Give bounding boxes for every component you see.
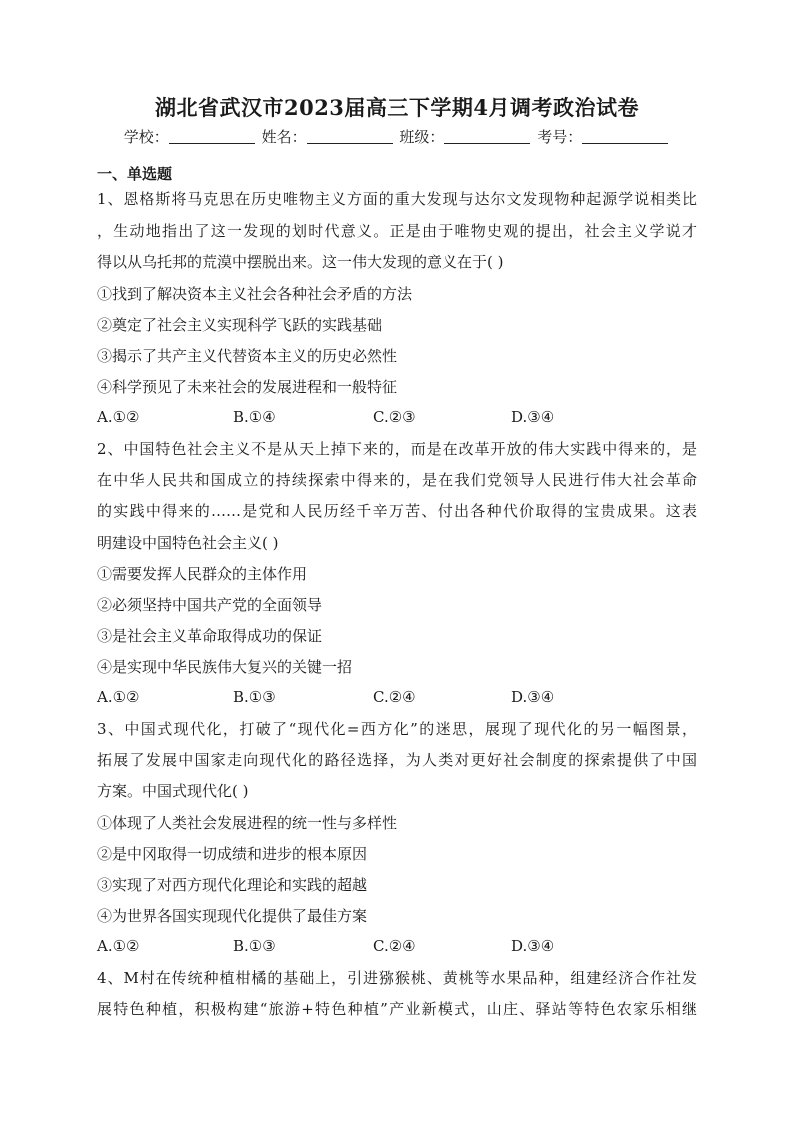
option-d[interactable]: D.③④ — [511, 408, 555, 426]
question-1-item-1: ①找到了解决资本主义社会各种社会矛盾的方法 — [97, 285, 413, 303]
name-blank[interactable] — [307, 128, 393, 144]
option-b[interactable]: B.①④ — [233, 408, 276, 426]
option-b[interactable]: B.①③ — [233, 937, 276, 955]
option-a[interactable]: A.①② — [97, 688, 140, 706]
question-4-line-2: 展特色种植，积极构建“旅游+特色种植”产业新模式，山庄、驿站等特色农家乐相继 — [97, 1000, 697, 1018]
option-c[interactable]: C.②③ — [373, 408, 416, 426]
question-3-line-3: 方案。中国式现代化( ) — [97, 782, 249, 800]
option-c[interactable]: C.②④ — [373, 937, 416, 955]
section-title: 一、单选题 — [97, 165, 173, 183]
class-blank[interactable] — [444, 128, 530, 144]
option-a[interactable]: A.①② — [97, 408, 140, 426]
question-2-line-3: 的实践中得来的……是党和人民历经千辛万苦、付出各种代价取得的宝贵成果。这表 — [97, 502, 697, 520]
question-1-line-1: 1、恩格斯将马克思在历史唯物主义方面的重大发现与达尔文发现物种起源学说相类比 — [97, 190, 697, 208]
question-2-item-1: ①需要发挥人民群众的主体作用 — [97, 565, 308, 583]
question-2-line-4: 明建设中国特色社会主义( ) — [97, 534, 279, 552]
question-2-item-4: ④是实现中华民族伟大复兴的关键一招 — [97, 658, 353, 676]
option-b[interactable]: B.①③ — [233, 688, 276, 706]
name-label: 姓名： — [261, 128, 307, 146]
question-1-item-3: ③揭示了共产主义代替资本主义的历史必然性 — [97, 347, 398, 365]
exam-number-label: 考号： — [537, 128, 583, 146]
option-d[interactable]: D.③④ — [511, 688, 555, 706]
question-3-item-4: ④为世界各国实现现代化提供了最佳方案 — [97, 907, 368, 925]
question-3-item-3: ③实现了对西方现代化理论和实践的超越 — [97, 876, 368, 894]
question-4-line-1: 4、M村在传统种植柑橘的基础上，引进猕猴桃、黄桃等水果品种，组建经济合作社发 — [97, 969, 697, 987]
exam-number-blank[interactable] — [582, 128, 668, 144]
question-2-item-2: ②必须坚持中国共产党的全面领导 — [97, 596, 323, 614]
question-3-item-1: ①体现了人类社会发展进程的统一性与多样性 — [97, 814, 398, 832]
option-c[interactable]: C.②④ — [373, 688, 416, 706]
student-info-row — [0, 126, 794, 147]
class-label: 班级： — [399, 128, 445, 146]
question-1-line-2: ，生动地指出了这一发现的划时代意义。正是由于唯物史观的提出，社会主义学说才 — [97, 222, 697, 240]
option-a[interactable]: A.①② — [97, 937, 140, 955]
exam-title: 湖北省武汉市2023届高三下学期4月调考政治试卷 — [154, 95, 640, 120]
question-3-item-2: ②是中冈取得一切成绩和进步的根本原因 — [97, 845, 368, 863]
question-3-line-1: 3、中国式现代化，打破了“现代化=西方化”的迷思，展现了现代化的另一幅图景， — [97, 720, 697, 738]
question-1-line-3: 得以从乌托邦的荒漠中摆脱出来。这一伟大发现的意义在于( ) — [97, 253, 504, 271]
question-3-line-2: 拓展了发展中国家走向现代化的路径选择，为人类对更好社会制度的探索提供了中国 — [97, 751, 697, 769]
school-blank[interactable] — [169, 128, 255, 144]
school-label: 学校： — [123, 128, 169, 146]
question-1-item-2: ②奠定了社会主义实现科学飞跃的实践基础 — [97, 316, 383, 334]
question-2-item-3: ③是社会主义革命取得成功的保证 — [97, 627, 323, 645]
option-d[interactable]: D.③④ — [511, 937, 555, 955]
question-2-line-2: 在中华人民共和国成立的持续探索中得来的，是在我们党领导人民进行伟大社会革命 — [97, 471, 697, 489]
question-2-line-1: 2、中国特色社会主义不是从天上掉下来的，而是在改革开放的伟大实践中得来的，是 — [97, 440, 697, 458]
question-1-item-4: ④科学预见了未来社会的发展进程和一般特征 — [97, 378, 398, 396]
